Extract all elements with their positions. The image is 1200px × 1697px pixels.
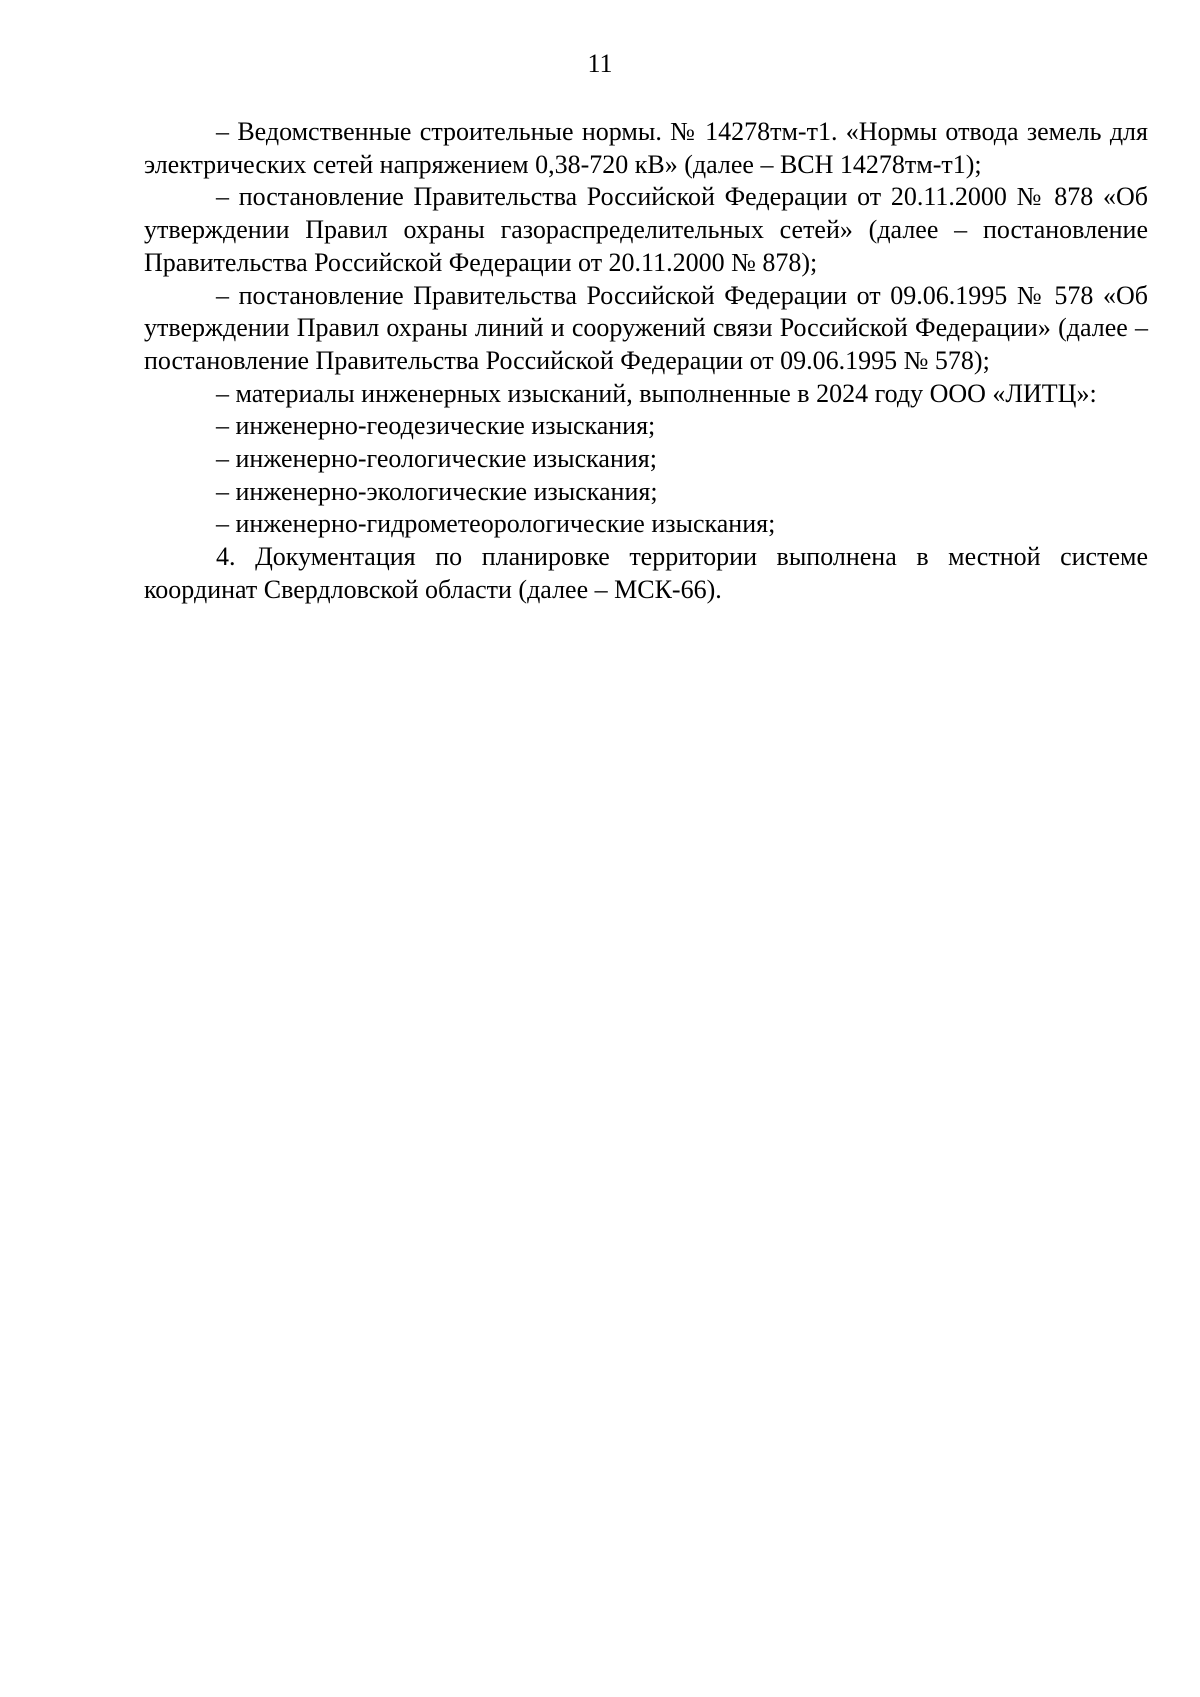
- paragraph-engineering-surveys: – материалы инженерных изысканий, выполненные в 2024 году ООО «ЛИТЦ»:: [216, 378, 1097, 408]
- paragraph-coordinate-system: 4. Документация по планировке территории выполнена в местной системе координат Свердловской области (далее – МСК-66).: [144, 542, 1148, 604]
- list-item-ecological-surveys: – инженерно-экологические изыскания;: [216, 476, 658, 506]
- paragraph-vsn-norms: – Ведомственные строительные нормы. № 14278тм-т1. «Нормы отвода земель для электрических сетей напряжением 0,38-720 кВ» (далее – ВСН 14278тм-т1);: [144, 117, 1148, 179]
- document-body: [144, 116, 1148, 607]
- paragraph-gas-networks-decree: – постановление Правительства Российской Федерации от 20.11.2000 № 878 «Об утверждении Правил охраны газораспределительных сетей» (далее – постановление Правительства Российской Федерации от 20.11.2000 № 878);: [144, 182, 1148, 277]
- list-item-hydrometeorological-surveys: – инженерно-гидрометеорологические изыскания;: [216, 509, 776, 539]
- list-item-geodetic-surveys: – инженерно-геодезические изыскания;: [216, 411, 656, 441]
- page-number: 11: [587, 49, 613, 78]
- paragraph-communication-lines-decree: – постановление Правительства Российской Федерации от 09.06.1995 № 578 «Об утверждении Правил охраны линий и сооружений связи Российской Федерации» (далее – постановление Правительства Российской Федерации от 09.06.1995 № 578);: [144, 280, 1148, 375]
- list-item-geological-surveys: – инженерно-геологические изыскания;: [216, 444, 657, 474]
